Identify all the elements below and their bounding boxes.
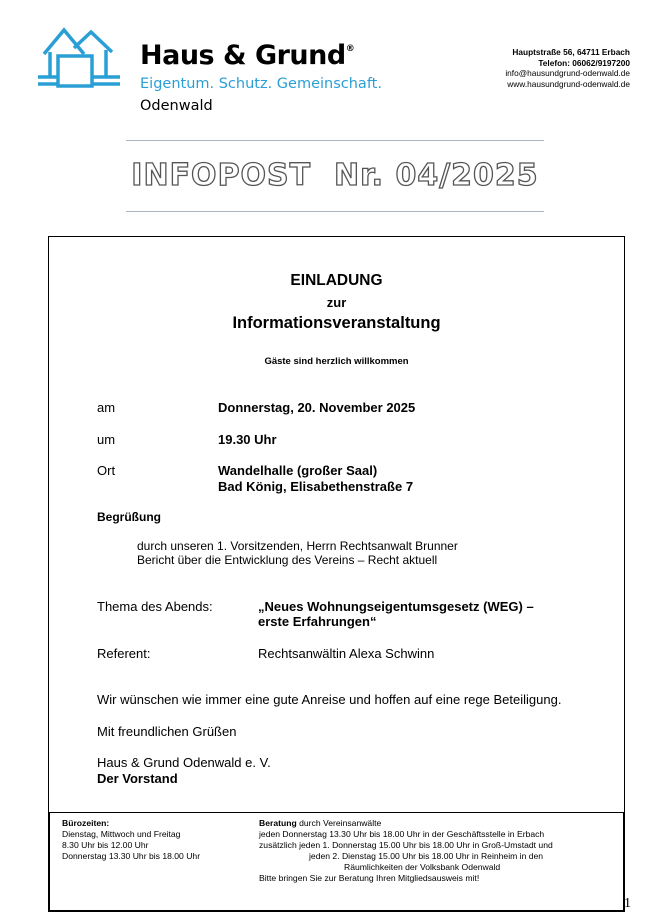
page-number: 1: [624, 896, 631, 911]
place-label: Ort: [97, 463, 116, 478]
advice-line: Bitte bringen Sie zur Beratung Ihren Mitgliedsausweis mit!: [259, 873, 480, 883]
office-hours-line: Donnerstag 13.30 Uhr bis 18.00 Uhr: [62, 851, 201, 861]
greeting-line: Bericht über die Entwicklung des Vereins – Recht aktuell: [137, 553, 438, 567]
date-value: Donnerstag, 20. November 2025: [218, 400, 416, 415]
slogan: Eigentum. Schutz. Gemeinschaft.: [140, 76, 382, 92]
invite-zur: zur: [326, 295, 347, 310]
contact-block: [505, 47, 630, 89]
address: Hauptstraße 56, 64711 Erbach: [512, 47, 630, 57]
speaker-value: Rechtsanwältin Alexa Schwinn: [258, 646, 435, 661]
email-link[interactable]: info@hausundgrund-odenwald.de: [505, 68, 630, 78]
website-link[interactable]: www.hausundgrund-odenwald.de: [507, 78, 630, 89]
footer-box: [48, 812, 625, 912]
divider: [126, 211, 544, 212]
office-hours-line: 8.30 Uhr bis 12.00 Uhr: [62, 840, 149, 850]
house-logo-icon: [36, 24, 124, 94]
invite-heading: EINLADUNG: [290, 272, 383, 289]
office-hours-line: Dienstag, Mittwoch und Freitag: [62, 829, 181, 839]
event-title: Informationsveranstaltung: [232, 314, 441, 332]
advice-line: zusätzlich jeden 1. Donnerstag 15.00 Uhr bis 18.00 Uhr in Groß-Umstadt und: [259, 840, 553, 850]
place-venue: Wandelhalle (großer Saal): [218, 463, 378, 478]
phone: Telefon: 06062/9197200: [538, 57, 630, 68]
advice-title: Beratung durch Vereinsanwälte: [259, 818, 382, 828]
region: Odenwald: [140, 98, 213, 114]
theme-value: erste Erfahrungen“: [258, 614, 377, 629]
office-hours-title: Bürozeiten:: [62, 818, 110, 828]
board-signature: Der Vorstand: [97, 771, 178, 786]
time-value: 19.30 Uhr: [218, 432, 277, 447]
greeting-heading: Begrüßung: [97, 510, 161, 524]
advice-line: Räumlichkeiten der Volksbank Odenwald: [344, 862, 501, 872]
brand-name: Haus & Grund®: [140, 40, 355, 71]
advice-line: jeden 2. Dienstag 15.00 Uhr bis 18.00 Uhr in Reinheim in den: [309, 851, 544, 861]
speaker-label: Referent:: [97, 646, 151, 661]
time-label: um: [97, 432, 116, 447]
closing-wish: Wir wünschen wie immer eine gute Anreise und hoffen auf eine rege Beteiligung.: [97, 692, 562, 707]
guests-note: Gäste sind herzlich willkommen: [264, 356, 409, 367]
regards: Mit freundlichen Grüßen: [97, 724, 237, 739]
greeting-line: durch unseren 1. Vorsitzenden, Herrn Rechtsanwalt Brunner: [137, 539, 458, 553]
organization: Haus & Grund Odenwald e. V.: [97, 755, 271, 770]
theme-value: „Neues Wohnungseigentumsgesetz (WEG) –: [258, 599, 534, 614]
advice-line: jeden Donnerstag 13.30 Uhr bis 18.00 Uhr in der Geschäftsstelle in Erbach: [259, 829, 545, 839]
date-label: am: [97, 400, 116, 415]
divider: [126, 140, 544, 141]
place-address: Bad König, Elisabethenstraße 7: [218, 479, 414, 494]
infopost-title: INFOPOST Nr. 04/2025: [131, 158, 539, 193]
theme-label: Thema des Abends:: [97, 599, 213, 614]
